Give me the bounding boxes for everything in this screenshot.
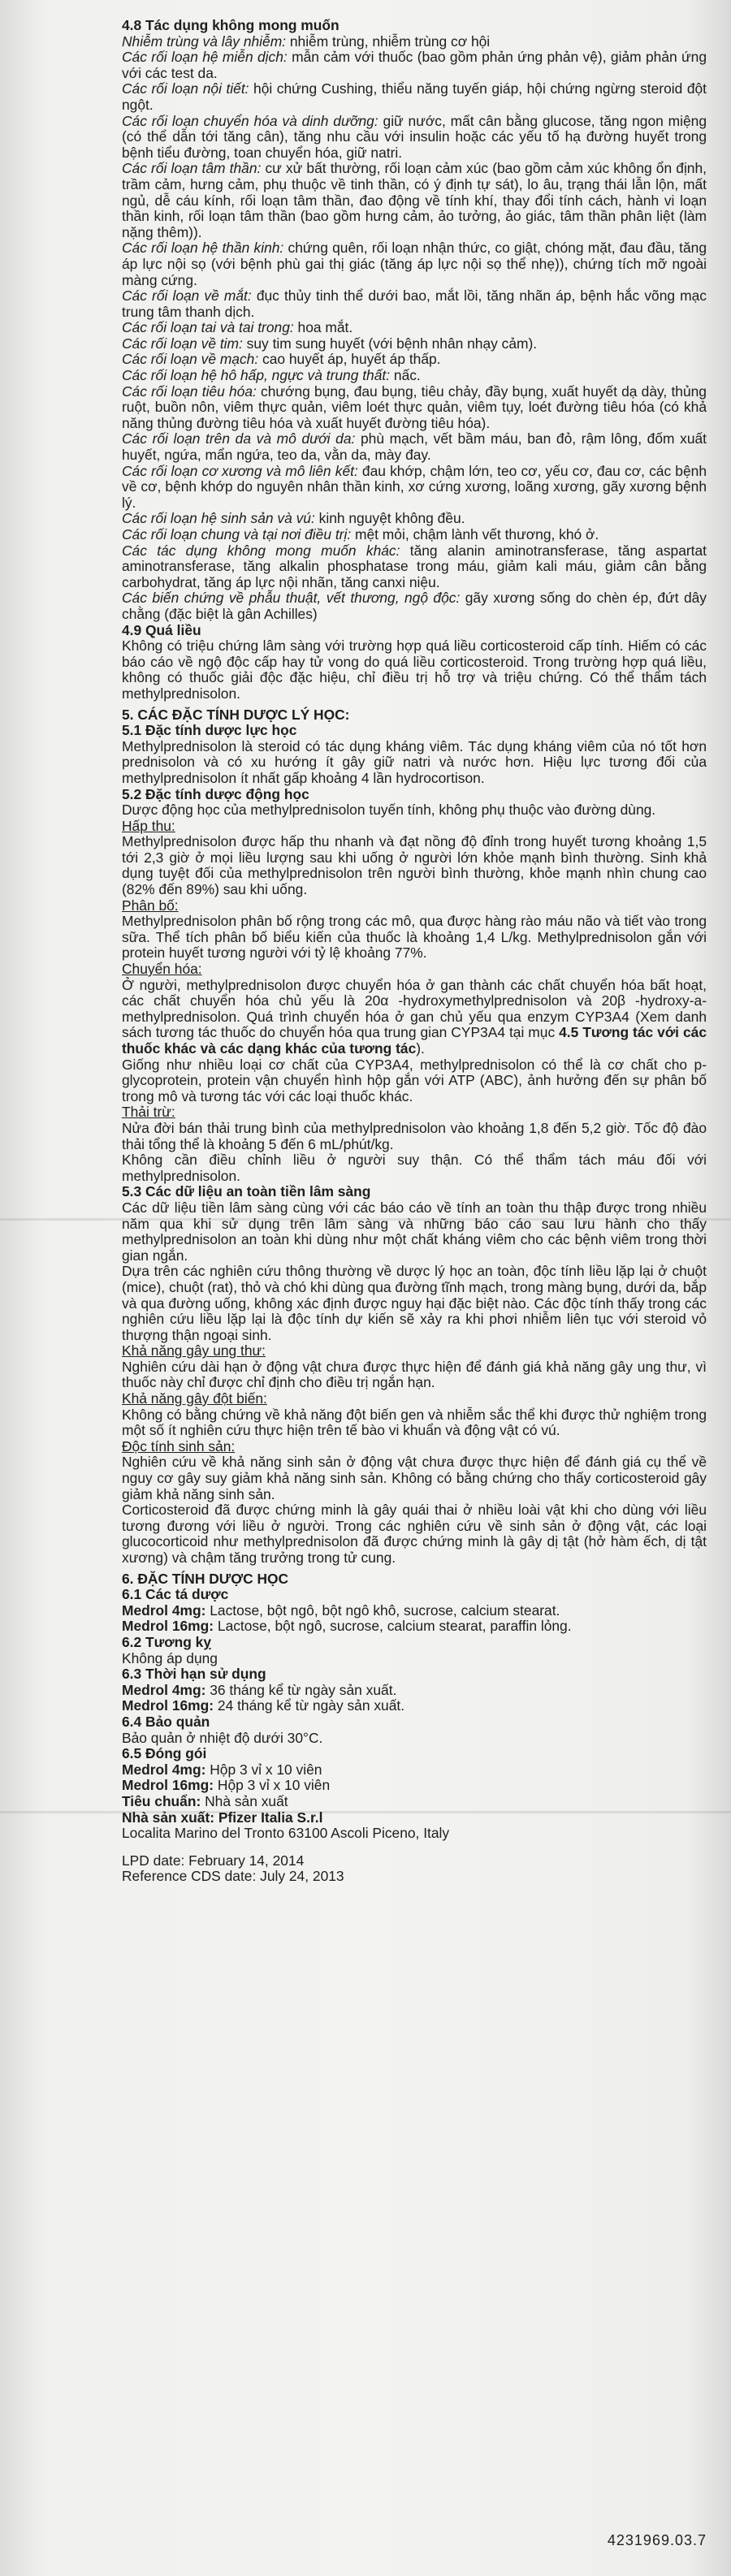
paragraph: Không có bằng chứng về khả năng đột biến gen và nhiễm sắc thể khi được thử nghiệm trong một số ít nghiên cứu thực hiện trên tế bào vi khuẩn và động vật có vú. [122,1406,707,1439]
product-line: Tiêu chuẩn: Nhà sản xuất [122,1792,288,1809]
side-effect-item: Các rối loạn hệ sinh sản và vú: kinh nguyệt không đều. [122,510,465,527]
side-effect-item: Các rối loạn về mạch: cao huyết áp, huyết áp thấp. [122,351,441,368]
subsection-heading: 6.1 Các tá dược [122,1586,229,1603]
side-effect-item: Các rối loạn chuyển hóa và dinh dưỡng: giữ nước, mất cân bằng glucose, tăng ngon miệng (có thể dẫn tới tăng cân), tăng nhu cầu với insulin hoặc các yếu tố hạ đường huyết trong bệnh tiểu đường, toan chuyển hóa, giữ natri. [122,112,707,161]
subsection-heading: 6.4 Bảo quản [122,1713,210,1730]
side-effect-item: Các rối loạn chung và tại nơi điều trị: mệt mỏi, chậm lành vết thương, khó ở. [122,526,599,542]
side-effect-item: Các rối loạn về tim: suy tim sung huyết (với bệnh nhân nhạy cảm). [122,335,538,352]
paragraph: Các dữ liệu tiền lâm sàng cùng với các báo cáo về tính an toàn thu thập được trong nhiều năm qua khi sử dụng trên lâm sàng và những báo cáo sau lưu hành cho thấy methylprednisolon an toàn khi dùng như một chất kháng viêm cho các bệnh viêm trong thời gian ngắn. [122,1199,707,1264]
subsection-heading: 6.5 Đóng gói [122,1745,207,1762]
section-heading: 6. ĐẶC TÍNH DƯỢC HỌC [122,1570,289,1587]
subsection-heading: 6.2 Tương kỵ [122,1633,212,1650]
side-effect-item: Các rối loạn hệ miễn dịch: mẫn cảm với thuốc (bao gồm phản ứng phản vệ), giảm phản ứng với các test da. [122,49,707,81]
product-line: Medrol 4mg: Hộp 3 vỉ x 10 viên [122,1761,322,1778]
paragraph: Ở người, methylprednisolon được chuyển hóa ở gan thành các chất chuyển hóa bất hoạt, các chất chuyển hóa chủ yếu là 20α -hydroxymethylprednisolon và 20β -hydroxy-a-methylprednisolon. Quá trình chuyển hóa ở gan chủ yếu qua enzym CYP3A4 (Xem danh sách tương tác thuốc do chuyển hóa qua trung gian CYP3A4 tại mục 4.5 Tương tác với các thuốc khác và các dạng khác của tương tác). [122,976,707,1057]
subheading-underlined: Thải trừ: [122,1104,175,1121]
subsection-heading: 5.2 Đặc tính dược động học [122,785,309,802]
subheading-underlined: Chuyển hóa: [122,961,202,978]
subheading-underlined: Độc tính sinh sản: [122,1437,236,1454]
subsection-heading: 5.3 Các dữ liệu an toàn tiền lâm sàng [122,1183,371,1200]
paragraph: Nghiên cứu dài hạn ở động vật chưa được thực hiện để đánh giá khả năng gây ung thư, vì thuốc này chỉ được chỉ định cho điều trị ngắn hạn. [122,1358,707,1391]
side-effect-item: Các biến chứng về phẫu thuật, vết thương, ngộ độc: gãy xương sống do chèn ép, đứt dây chằng (đặc biệt là gân Achilles) [122,590,707,622]
side-effect-item: Nhiễm trùng và lây nhiễm: nhiễm trùng, nhiễm trùng cơ hội [122,32,491,50]
subheading-underlined: Hấp thu: [122,817,175,834]
paragraph: Bảo quản ở nhiệt độ dưới 30°C. [122,1729,323,1746]
paragraph: Methylprednisolon phân bố rộng trong các mô, qua được hàng rào máu não và tiết vào trong sữa. Thể tích phân bố biểu kiến của thuốc là khoảng 1,4 L/kg. Methylprednisolon gắn với protein huyết tương người với tỷ lệ khoảng 77%. [122,913,707,962]
side-effect-item: Các rối loạn nội tiết: hội chứng Cushing, thiểu năng tuyến giáp, hội chứng ngừng steroid đột ngột. [122,80,707,113]
paragraph: Không cần điều chỉnh liều ở người suy thận. Có thể thẩm tách máu đối với methylprednisolon. [122,1152,707,1184]
subheading-underlined: Khả năng gây ung thư: [122,1342,266,1359]
product-line: Medrol 4mg: 36 tháng kể từ ngày sản xuất. [122,1681,397,1698]
side-effect-item: Các rối loạn hệ hô hấp, ngực và trung thất: nấc. [122,367,421,384]
section-heading: 4.9 Quá liều [122,621,201,638]
paragraph: Methylprednisolon được hấp thu nhanh và đạt nồng độ đỉnh trong huyết tương khoảng 1,5 tới 2,3 giờ ở mọi liều lượng sau khi uống ở người lớn khỏe mạnh bình thường. Sinh khả dụng tuyệt đối của methylprednisolon trên người bình thường, khỏe mạnh nhìn chung cao (82% đến 89%) sau khi uống. [122,833,707,898]
paragraph: Methylprednisolon là steroid có tác dụng kháng viêm. Tác dụng kháng viêm của nó tốt hơn prednisolon và có xu hướng ít gây giữ natri và nước hơn. Hiệu lực tương đối của methylprednisolon ít nhất gấp khoảng 4 lần hydrocortison. [122,737,707,786]
product-line: Medrol 16mg: Lactose, bột ngô, sucrose, calcium stearat, paraffin lỏng. [122,1618,572,1635]
cross-reference: 4.5 Tương tác với các thuốc khác và các dạng khác của tương tác [122,1024,707,1057]
paragraph: Không áp dụng [122,1649,218,1666]
section-heading: 4.8 Tác dụng không mong muốn [122,17,340,33]
subheading-underlined: Khả năng gây đột biến: [122,1390,267,1407]
side-effect-item: Các rối loạn tâm thần: cư xử bất thường, rối loạn cảm xúc (bao gồm cảm xúc không ổn định, trầm cảm, hưng cảm, phụ thuộc về tinh thần, có ý định tự sát), lo âu, trạng thái lẫn lộn, mất ngủ, dễ cáu kính, rối loạn tâm thần, đao động về tính khí, thay đổi tính cách, hành vi loạn thần kinh, rối loạn tâm thần (bao gồm hưng cảm, ảo tưởng, ảo giác, tâm thần phân liệt (làm nặng thêm)). [122,160,707,240]
side-effect-item: Các tác dụng không mong muốn khác: tăng alanin aminotransferase, tăng aspartat aminotransferase, tăng alkalin phosphatase trong máu, giảm kali máu, giảm cân bằng carbohydrat, tăng áp lực nội nhãn, tăng canxi niệu. [122,542,707,590]
print-code: 4231969.03.7 [607,2532,707,2548]
product-line: Medrol 4mg: Lactose, bột ngô, bột ngô khô, sucrose, calcium stearat. [122,1601,560,1619]
subheading-underlined: Phân bố: [122,897,179,914]
subsection-heading: 6.3 Thời hạn sử dụng [122,1666,266,1683]
manufacturer-line: Nhà sản xuất: Pfizer Italia S.r.l [122,1809,323,1826]
side-effect-item: Các rối loạn tai và tai trong: hoa mắt. [122,319,353,336]
side-effect-item: Các rối loạn cơ xương và mô liên kết: đau khớp, chậm lớn, teo cơ, yếu cơ, đau cơ, các bệnh về cơ, bệnh khớp do nguyên nhân thần kinh, xơ cứng xương, loãng xương, gãy xương bệnh lý. [122,462,707,511]
paragraph: Corticosteroid đã được chứng minh là gây quái thai ở nhiều loài vật khi cho dùng với liều tương đương với liều ở người. Trong các nghiên cứu về sinh sản ở động vật, các loại glucocorticoid như methylprednisolon đã được chứng minh là gây dị tật (hở hàm ếch, dị tật xương) và chậm tăng trưởng trong tử cung. [122,1502,707,1566]
paragraph: Dược động học của methylprednisolon tuyến tính, không phụ thuộc vào đường dùng. [122,802,656,819]
paragraph: Giống như nhiều loại cơ chất của CYP3A4, methylprednisolon có thể là cơ chất cho p-glycoprotein, protein vận chuyển hình hộp gắn với ATP (ABC), ảnh hưởng đến sự phân bố trong mô và tương tác với các loại thuốc khác. [122,1056,707,1104]
subsection-heading: 5.1 Đặc tính dược lực học [122,722,297,739]
side-effect-item: Các rối loạn trên da và mô dưới da: phù mạch, vết bầm máu, ban đỏ, rậm lông, đốm xuất huyết, ngứa, mẩn ngứa, teo da, vằn da, mày đay. [122,430,707,464]
paragraph: Nửa đời bán thải trung bình của methylprednisolon vào khoảng 1,8 đến 5,2 giờ. Tốc độ đào thải tổng thể là khoảng 5 đến 6 mL/phút/kg. [122,1119,707,1152]
manufacturer-address: Localita Marino del Tronto 63100 Ascoli Piceno, Italy [122,1825,450,1842]
reference-cds-date: Reference CDS date: July 24, 2013 [122,1868,344,1885]
lpd-date: LPD date: February 14, 2014 [122,1852,305,1869]
side-effect-item: Các rối loạn tiêu hóa: chướng bụng, đau bụng, tiêu chảy, đầy bụng, xuất huyết dạ dày, thủng ruột, buồn nôn, viêm thực quản, viêm loét thực quản, viêm tụy, loét đường tiêu hóa (có khả năng thủng đường tiêu hóa và xuất huyết đường tiêu hóa). [122,383,707,431]
section-heading: 5. CÁC ĐẶC TÍNH DƯỢC LÝ HỌC: [122,706,350,723]
leaflet-text [122,18,707,1885]
product-line: Medrol 16mg: 24 tháng kể từ ngày sản xuất. [122,1697,405,1714]
product-line: Medrol 16mg: Hộp 3 vỉ x 10 viên [122,1777,331,1794]
side-effect-item: Các rối loạn hệ thần kinh: chứng quên, rối loạn nhận thức, co giật, chóng mặt, đau đầu, tăng áp lực nội sọ (với bệnh phù gai thị giác (tăng áp lực nội sọ thể nhẹ)), chứng tích mỡ ngoài màng cứng. [122,240,707,288]
paragraph: Nghiên cứu về khả năng sinh sản ở động vật chưa được thực hiện để đánh giá cụ thể về nguy cơ gây suy giảm khả năng sinh sản. Không có bằng chứng cho thấy corticosteroid gây giảm khả năng sinh sản. [122,1454,707,1502]
overdose-text: Không có triệu chứng lâm sàng với trường hợp quá liều corticosteroid cấp tính. Hiếm có các báo cáo về ngộ độc cấp hay tử vong do quá liều corticosteroid. Trong trường hợp quá liều, không có thuốc giải độc đặc hiệu, chỉ điều trị hỗ trợ và triệu chứng. Có thể thẩm tách methylprednisolon. [122,638,707,702]
paragraph: Dựa trên các nghiên cứu thông thường về dược lý học an toàn, độc tính liều lặp lại ở chuột (mice), chuột (rat), thỏ và chó khi dùng qua đường tĩnh mạch, trong màng bụng, dưới da, bắp và qua đường uống, không xác định được nguy hại đặc biệt nào. Các độc tính thấy trong các nghiên cứu liều lặp lại là độc tính dự kiến sẽ xảy ra khi phơi nhiễm liên tục với steroid vỏ thượng thận ngoại sinh. [122,1263,707,1343]
side-effect-item: Các rối loạn về mắt: đục thủy tinh thể dưới bao, mắt lồi, tăng nhãn áp, bệnh hắc võng mạc trung tâm thanh dịch. [122,287,707,320]
